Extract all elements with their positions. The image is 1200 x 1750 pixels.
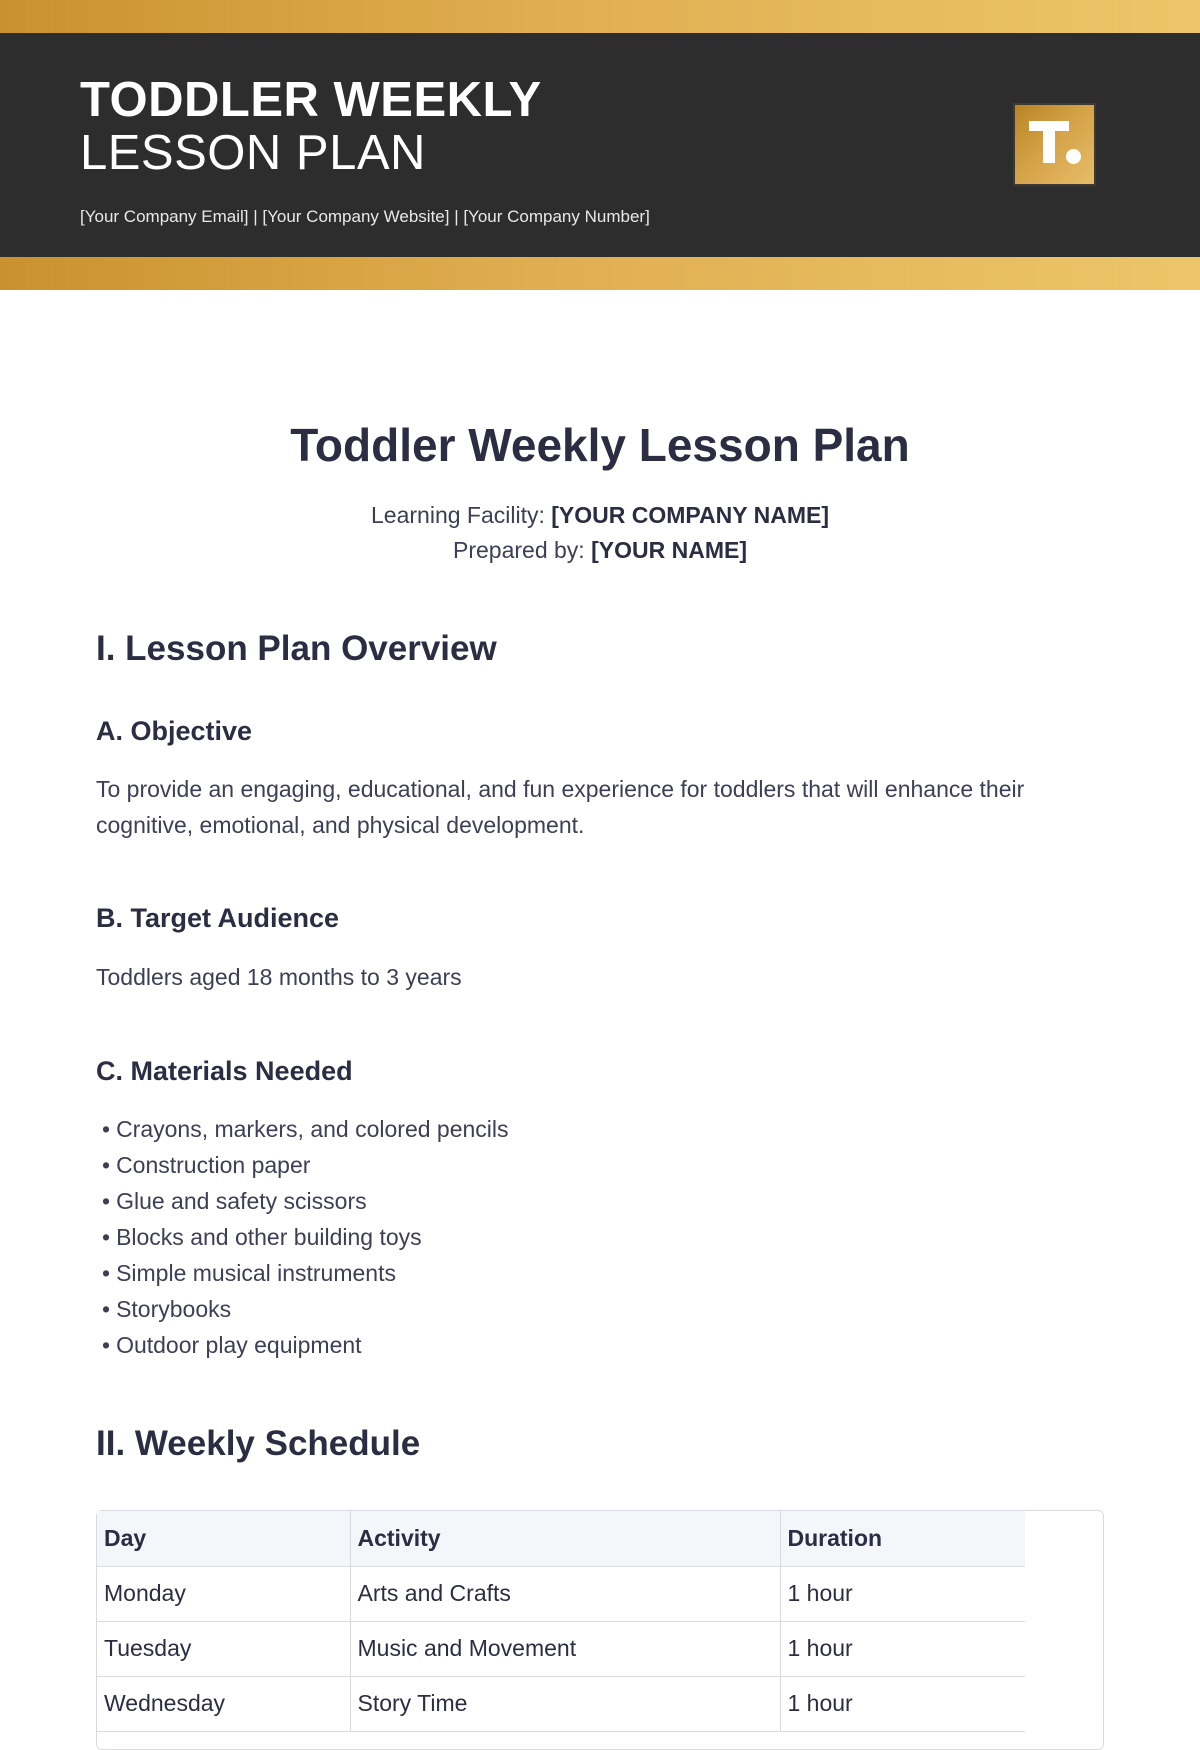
column-header-duration: Duration	[780, 1511, 1025, 1566]
section-heading-overview: I. Lesson Plan Overview	[96, 629, 497, 668]
header-gold-bar-top	[0, 0, 1200, 33]
logo-letter-stem	[1043, 121, 1055, 163]
cell-activity: Story Time	[350, 1676, 780, 1731]
table-row	[97, 1566, 1025, 1621]
header-title	[80, 74, 542, 180]
cell-duration: 1 hour	[780, 1566, 1025, 1621]
list-item: • Simple musical instruments	[102, 1255, 509, 1291]
table-row	[97, 1621, 1025, 1676]
cell-day: Tuesday	[97, 1621, 350, 1676]
prepared-line	[0, 534, 1200, 566]
header-title-line2: LESSON PLAN	[80, 126, 426, 180]
cell-duration: 1 hour	[780, 1676, 1025, 1731]
schedule-table-container	[96, 1510, 1104, 1750]
materials-list	[102, 1111, 509, 1363]
schedule-table	[97, 1511, 1025, 1732]
header-gold-bar-bottom	[0, 257, 1200, 290]
cell-activity: Music and Movement	[350, 1621, 780, 1676]
objective-text: To provide an engaging, educational, and fun experience for toddlers that will enhance their cognitive, emotional, and physical development.	[96, 776, 1025, 838]
document-title: Toddler Weekly Lesson Plan	[290, 419, 910, 471]
logo-dot	[1066, 149, 1081, 164]
table-row	[97, 1676, 1025, 1731]
section-heading-weekly-schedule: II. Weekly Schedule	[96, 1424, 421, 1463]
cell-day: Wednesday	[97, 1676, 350, 1731]
list-item: • Glue and safety scissors	[102, 1183, 509, 1219]
cell-duration: 1 hour	[780, 1621, 1025, 1676]
column-header-day: Day	[97, 1511, 350, 1566]
facility-value: [YOUR COMPANY NAME]	[551, 502, 829, 528]
cell-day: Monday	[97, 1566, 350, 1621]
list-item: • Construction paper	[102, 1147, 509, 1183]
list-item: • Blocks and other building toys	[102, 1219, 509, 1255]
facility-label: Learning Facility:	[371, 502, 545, 528]
cell-activity: Arts and Crafts	[350, 1566, 780, 1621]
target-audience-text: Toddlers aged 18 months to 3 years	[96, 964, 462, 990]
subheading-target-audience: B. Target Audience	[96, 903, 340, 933]
list-item: • Crayons, markers, and colored pencils	[102, 1111, 509, 1147]
list-item: • Storybooks	[102, 1291, 509, 1327]
header-title-line1: TODDLER WEEKLY	[80, 73, 542, 127]
company-logo-icon	[1013, 103, 1096, 186]
table-header-row	[97, 1511, 1025, 1566]
list-item: • Outdoor play equipment	[102, 1327, 509, 1363]
facility-line	[0, 499, 1200, 531]
prepared-label: Prepared by:	[453, 537, 585, 563]
subheading-objective: A. Objective	[96, 716, 253, 746]
subheading-materials: C. Materials Needed	[96, 1056, 353, 1086]
header-contact: [Your Company Email] | [Your Company Website] | [Your Company Number]	[80, 207, 650, 226]
prepared-value: [YOUR NAME]	[591, 537, 747, 563]
column-header-activity: Activity	[350, 1511, 780, 1566]
